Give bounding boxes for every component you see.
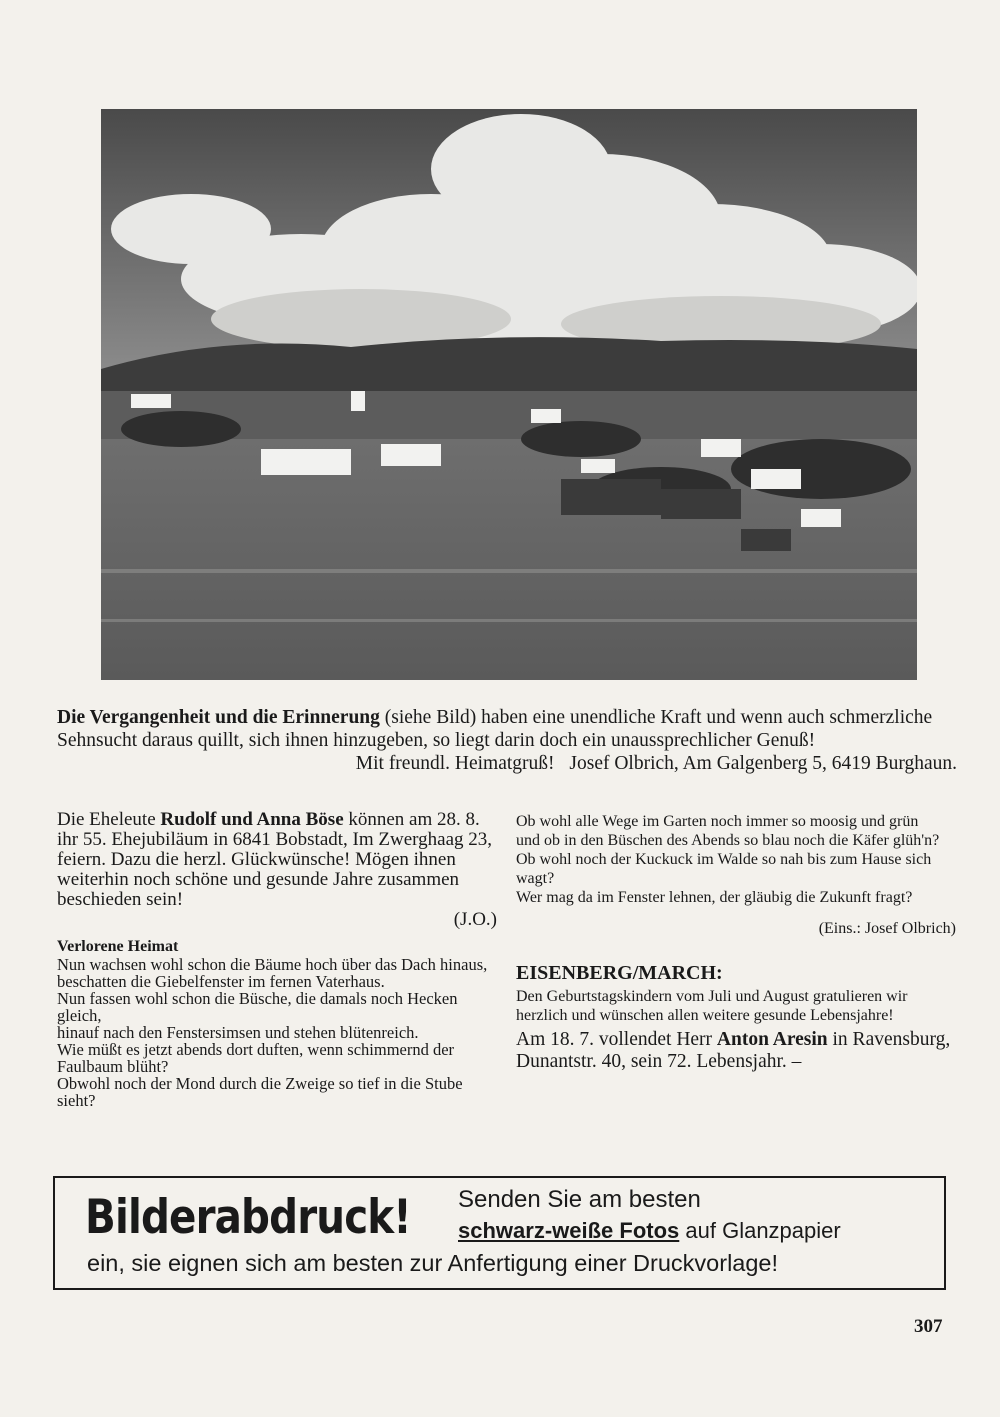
poem-title: Verlorene Heimat — [57, 938, 179, 955]
ad-line-2-rest: auf Glanzpapier — [679, 1218, 841, 1243]
aresin-pre: Am 18. 7. vollendet Herr — [516, 1029, 717, 1050]
poem-line: Nun fassen wohl schon die Büsche, die damals noch Hecken gleich, — [57, 989, 458, 1025]
caption-signature: Josef Olbrich, Am Galgenberg 5, 6419 Burghaun. — [569, 753, 957, 774]
ad-line-2 — [458, 1218, 841, 1244]
poem-line: Ob wohl alle Wege im Garten noch immer so moosig und grün — [516, 813, 919, 830]
left-column — [57, 810, 497, 1109]
photo-print-advert — [53, 1176, 946, 1290]
page-number: 307 — [914, 1316, 943, 1337]
poem-line: und ob in den Büschen des Abends so blau noch die Käfer glüh'n? — [516, 832, 940, 849]
aresin-post: in Ravensburg, Dunantstr. 40, sein 72. Lebensjahr. – — [516, 1029, 951, 1072]
poem-left-lines — [57, 956, 497, 1109]
caption-greeting: Mit freundl. Heimatgruß! — [355, 753, 555, 774]
poem-line: Ob wohl noch der Kuckuck im Walde so nah bis zum Hause sich wagt? — [516, 851, 932, 887]
ad-headline: Bilderabdruck! — [85, 1190, 411, 1245]
poem-line: hinauf nach den Fenstersimsen und stehen blütenreich. — [57, 1023, 419, 1042]
caption-text: (siehe Bild) haben eine unendliche Kraft und wenn auch schmerzliche Sehnsucht daraus quillt, sich ihnen hinzugeben, so liegt darin doch ein unaussprechlicher Genuß! — [57, 707, 933, 751]
eisenberg-text: Den Geburtstagskindern vom Juli und August gratulieren wir herzlich und wünschen allen weitere gesunde Lebensjahre! — [516, 988, 908, 1024]
caption-signature-line — [57, 752, 957, 775]
aresin-name: Anton Aresin — [716, 1029, 828, 1050]
poem-line: Wer mag da im Fenster lehnen, der gläubig die Zukunft fragt? — [516, 889, 913, 906]
ad-line-1: Senden Sie am besten — [458, 1186, 701, 1213]
photo-caption — [57, 706, 957, 775]
poem-line: Obwohl noch der Mond durch die Zweige so tief in die Stube sieht? — [57, 1074, 463, 1110]
right-column — [516, 812, 956, 1073]
poem-source: (Eins.: Josef Olbrich) — [818, 920, 956, 937]
poem-line: Wie müßt es jetzt abends dort duften, wenn schimmernd der Faulbaum blüht? — [57, 1040, 455, 1076]
poem-line: Nun wachsen wohl schon die Bäume hoch über das Dach hinaus, — [57, 955, 488, 974]
eisenberg-heading: EISENBERG/MARCH: — [516, 962, 723, 984]
caption-title: Die Vergangenheit und die Erinnerung — [57, 707, 380, 728]
aresin-announcement — [516, 1029, 956, 1073]
jubilee-initials: (J.O.) — [453, 909, 497, 930]
jubilee-announcement — [57, 810, 497, 910]
poem-right-lines — [516, 812, 956, 907]
poem-line: beschatten die Giebelfenster im fernen Vaterhaus. — [57, 972, 385, 991]
jubilee-intro: Die Eheleute — [57, 809, 161, 830]
ad-line-3: ein, sie eignen sich am besten zur Anfertigung einer Druckvorlage! — [87, 1250, 779, 1276]
village-landscape-photo — [101, 109, 917, 680]
photo-illustration — [101, 109, 917, 680]
ad-line-2-bold: schwarz-weiße Fotos — [458, 1218, 680, 1243]
jubilee-text: können am 28. 8. ihr 55. Ehejubiläum in 6841 Bobstadt, Im Zwerghaag 23, feiern. Dazu die herzl. Glückwünsche! Mögen ihnen weiterhin noch schöne und gesunde Jahre zusammen beschieden sein! — [57, 809, 492, 910]
jubilee-names: Rudolf und Anna Böse — [160, 809, 344, 830]
